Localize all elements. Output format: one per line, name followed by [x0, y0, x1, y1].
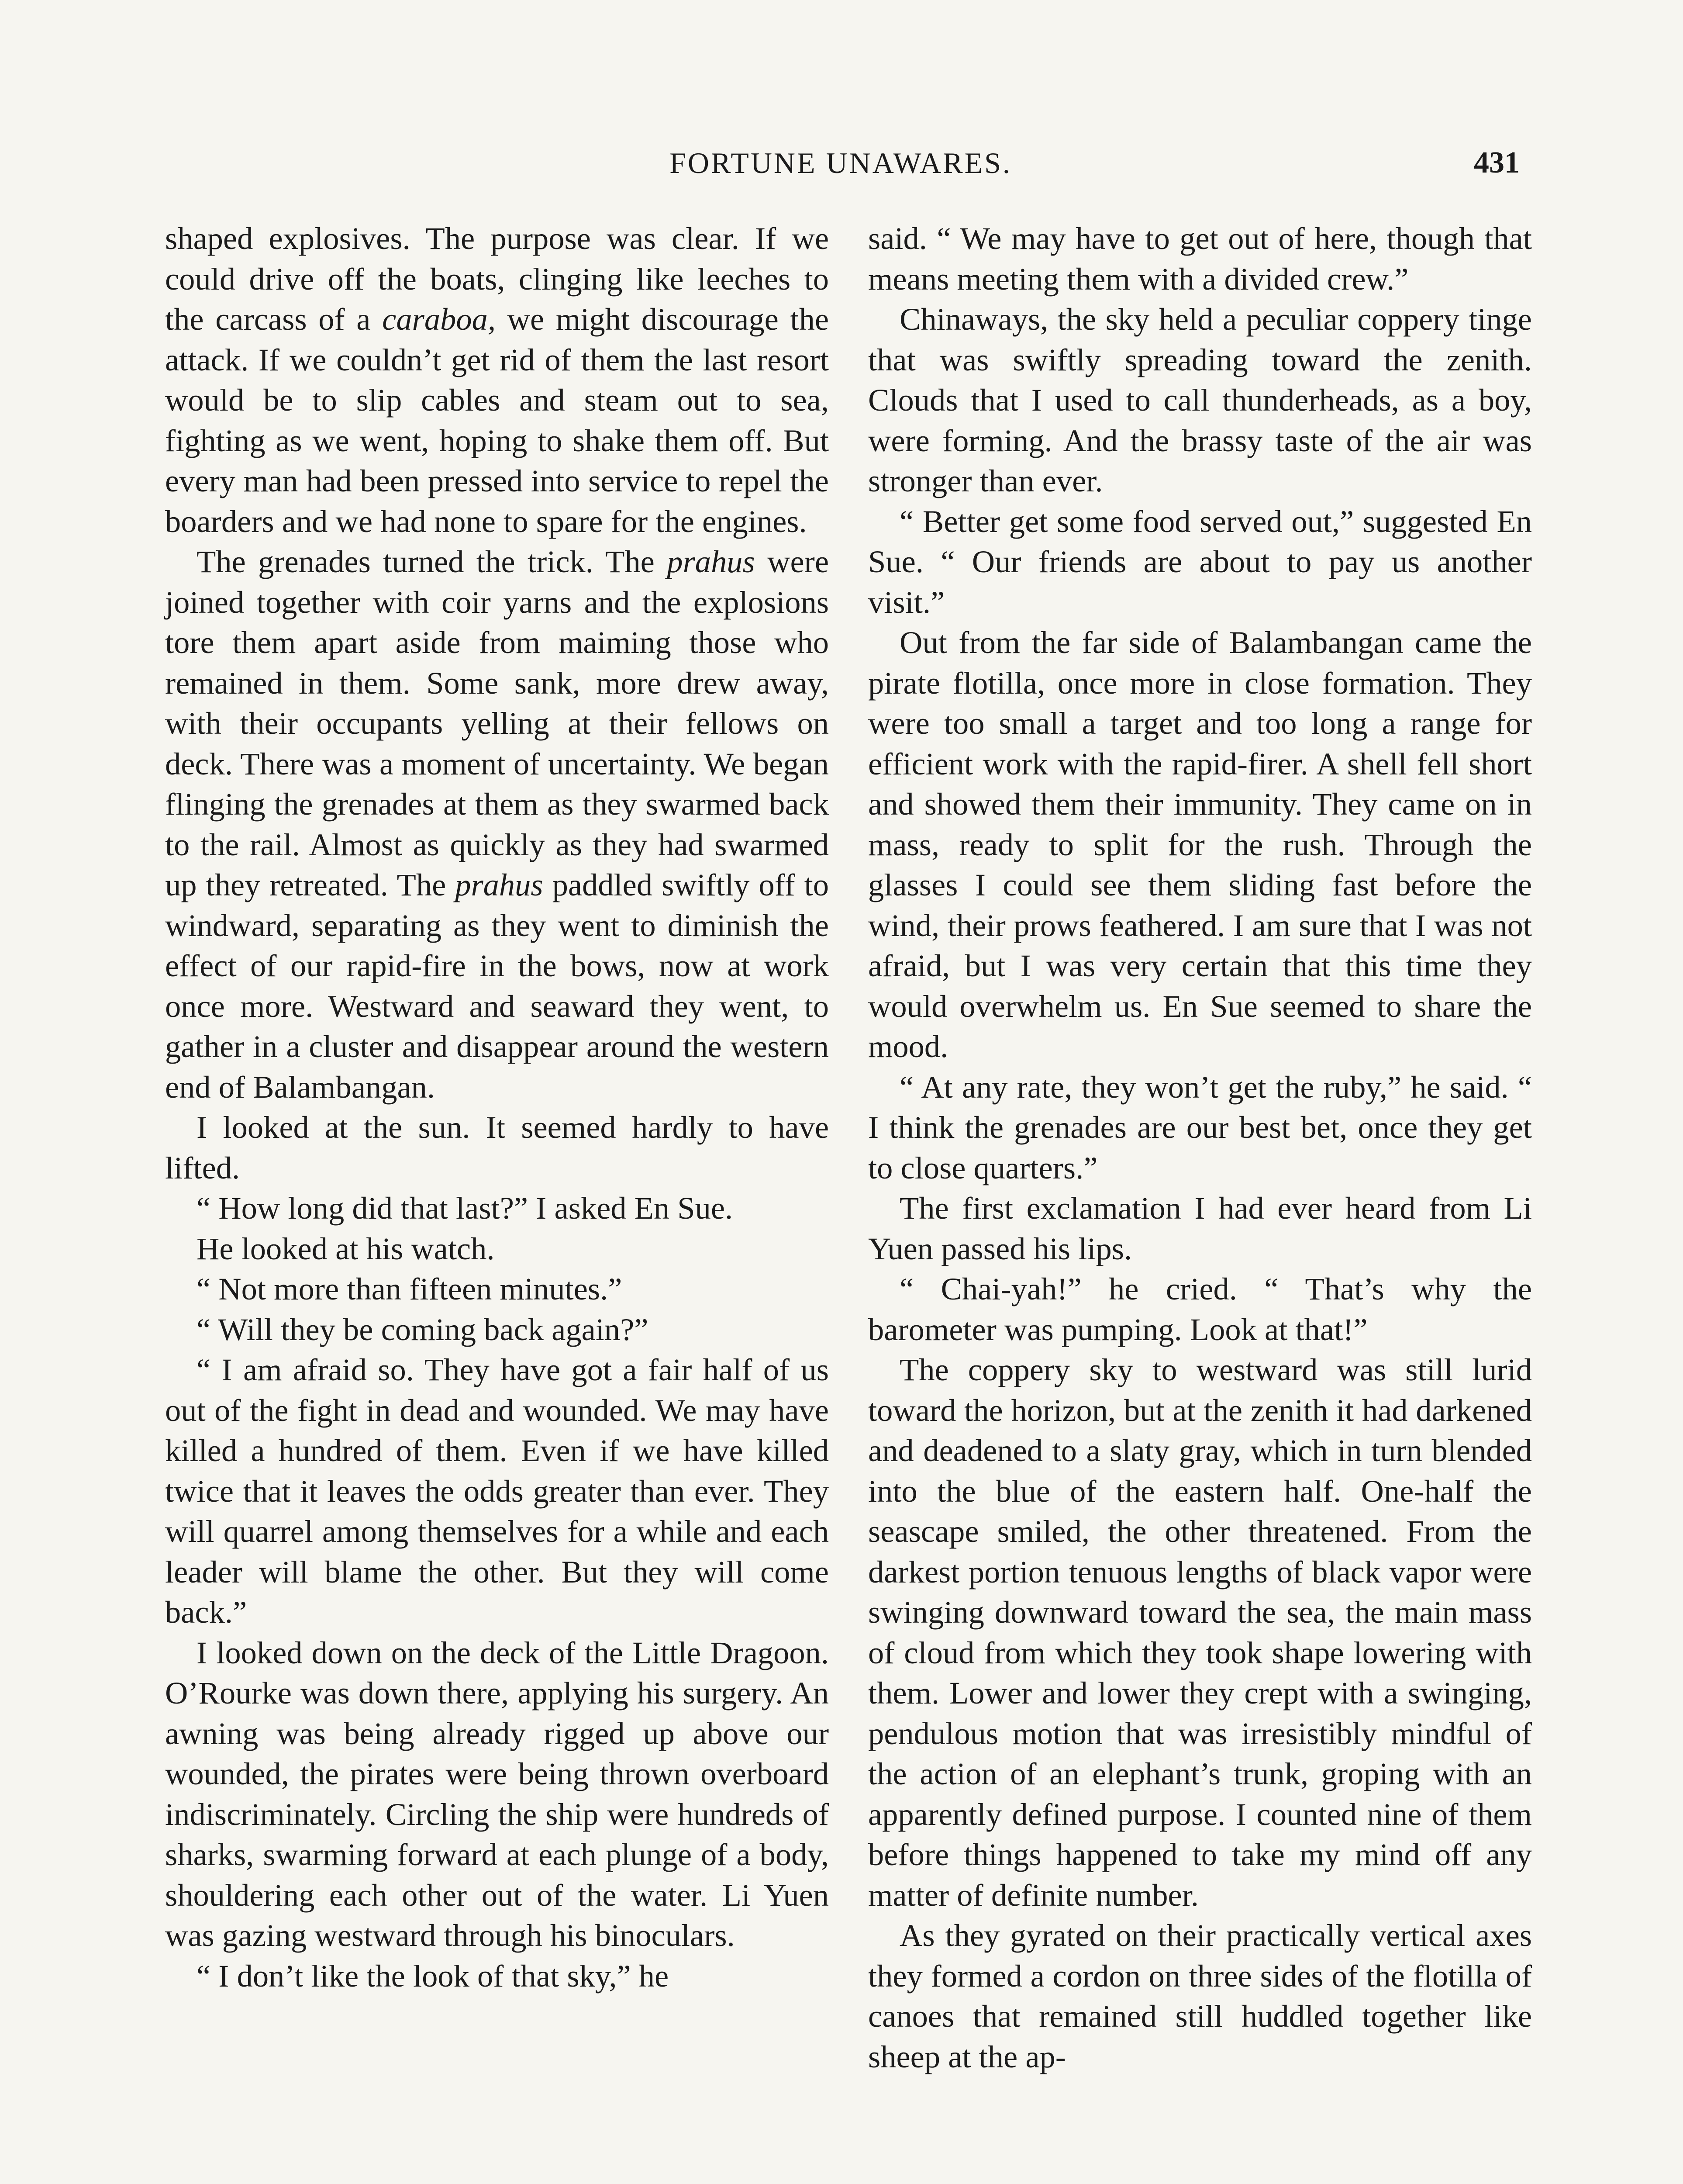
paragraph [868, 622, 1532, 1067]
running-title: FORTUNE UNAWARES. [669, 146, 1012, 180]
text-run: The coppery sky to westward was still lurid toward the horizon, but at the zenith it had darkened and deadened to a slaty gray, which in turn blended into the blue of the eastern half. One-half the seascape smiled, the other threatened. From the darkest portion tenuous lengths of black vapor were swinging downward toward the sea, the main mass of cloud from which they took shape lowering with them. Lower and lower they crept with a swinging, pendulous motion that was irresistibly mindful of the action of an elephant’s trunk, groping with an apparently defined purpose. I counted nine of them before things happened to take my mind off any matter of definite number. [868, 1352, 1532, 1913]
text-columns [165, 218, 1532, 2184]
text-run: shaped explosives. The purpose was clear. If we could drive off the boats, clinging like leeches to the carcass of a [165, 221, 829, 337]
paragraph [868, 1067, 1532, 1189]
italic-text: prahus [667, 544, 755, 579]
text-run: “ Not more than fifteen minutes.” [197, 1271, 622, 1306]
italic-text: prahus [455, 867, 543, 902]
page-number: 431 [1474, 146, 1520, 180]
text-run: “ Chai-yah!” he cried. “ That’s why the barometer was pumping. Look at that!” [868, 1271, 1532, 1347]
text-run: we might discourage the attack. If we couldn’t get rid of them the last resort would be to slip cables and steam out to sea, fighting as we went, hoping to shake them off. But every man had been pressed into service to repel the boarders and we had none to spare for the engines. [165, 301, 829, 539]
italic-text: caraboa, [382, 301, 496, 337]
continued-paragraph [868, 218, 1532, 299]
paragraph [868, 501, 1532, 623]
text-run: “ How long did that last?” I asked En Sue. [197, 1190, 733, 1226]
text-run: “ I don’t like the look of that sky,” he [197, 1958, 669, 1994]
text-run: Out from the far side of Balambangan came the pirate flotilla, once more in close formation. They were too small a target and too long a range for efficient work with the rapid-firer. A shell fell short and showed them their immunity. They came on in mass, ready to split for the rush. Through the glasses I could see them sliding fast before the wind, their prows feathered. I am sure that I was not afraid, but I was very certain that this time they would overwhelm us. En Sue seemed to share the mood. [868, 625, 1532, 1064]
paragraph [165, 1269, 829, 1310]
text-run: Chinaways, the sky held a peculiar coppery tinge that was swiftly spreading toward the zenith. Clouds that I used to call thunderheads, as a boy, were forming. And the brassy taste of the air was stronger than ever. [868, 301, 1532, 498]
right-column [868, 218, 1532, 2077]
text-run: were joined together with coir yarns and the explosions tore them apart aside from maiming those who remained in them. Some sank, more drew away, with their occupants yelling at their fellows on deck. There was a moment of uncertainty. We began flinging the grenades at them as they swarmed back to the rail. Almost as quickly as they had swarmed up they retreated. The [165, 544, 829, 902]
text-run: “ At any rate, they won’t get the ruby,” he said. “ I think the grenades are our best bet, once they get to close quarters.” [868, 1069, 1532, 1185]
text-run: The grenades turned the trick. The [197, 544, 667, 579]
paragraph [868, 1350, 1532, 1915]
paragraph [165, 1956, 829, 1997]
paragraph [165, 1107, 829, 1188]
text-run: “ Will they be coming back again?” [197, 1311, 648, 1347]
paragraph [868, 1915, 1532, 2077]
text-run: I looked at the sun. It seemed hardly to have lifted. [165, 1109, 829, 1185]
paragraph [165, 1229, 829, 1269]
paragraph [165, 1188, 829, 1229]
text-run: “ I am afraid so. They have got a fair half of us out of the fight in dead and wounded. We may have killed a hundred of them. Even if we have killed twice that it leaves the odds greater than ever. They will quarrel among themselves for a while and each leader will blame the other. But they will come back.” [165, 1352, 829, 1630]
paragraph [165, 1633, 829, 1956]
paragraph [868, 1269, 1532, 1350]
page-header [162, 139, 1520, 187]
paragraph [165, 542, 829, 1107]
text-run: “ Better get some food served out,” suggested En Sue. “ Our friends are about to pay us another visit.” [868, 503, 1532, 620]
text-run: As they gyrated on their practically vertical axes they formed a cordon on three sides of the flotilla of canoes that remained still huddled together like sheep at the ap- [868, 1918, 1532, 2074]
paragraph [868, 299, 1532, 501]
text-run: The first exclamation I had ever heard from Li Yuen passed his lips. [868, 1190, 1532, 1266]
paragraph [868, 1188, 1532, 1269]
text-run: paddled swiftly off to windward, separating as they went to diminish the effect of our rapid-fire in the bows, now at work once more. Westward and seaward they went, to gather in a cluster and disappear around the western end of Balambangan. [165, 867, 829, 1105]
paragraph [165, 1310, 829, 1350]
paragraph [165, 1350, 829, 1633]
text-run: said. “ We may have to get out of here, though that means meeting them with a divided crew.” [868, 221, 1532, 297]
left-column [165, 218, 829, 1996]
continued-paragraph [165, 218, 829, 542]
text-run: He looked at his watch. [197, 1230, 495, 1266]
text-run: I looked down on the deck of the Little Dragoon. O’Rourke was down there, applying his surgery. An awning was being already rigged up above our wounded, the pirates were being thrown overboard indiscriminately. Circling the ship were hundreds of sharks, swarming forward at each plunge of a body, shouldering each other out of the water. Li Yuen was gazing westward through his binoculars. [165, 1635, 829, 1953]
